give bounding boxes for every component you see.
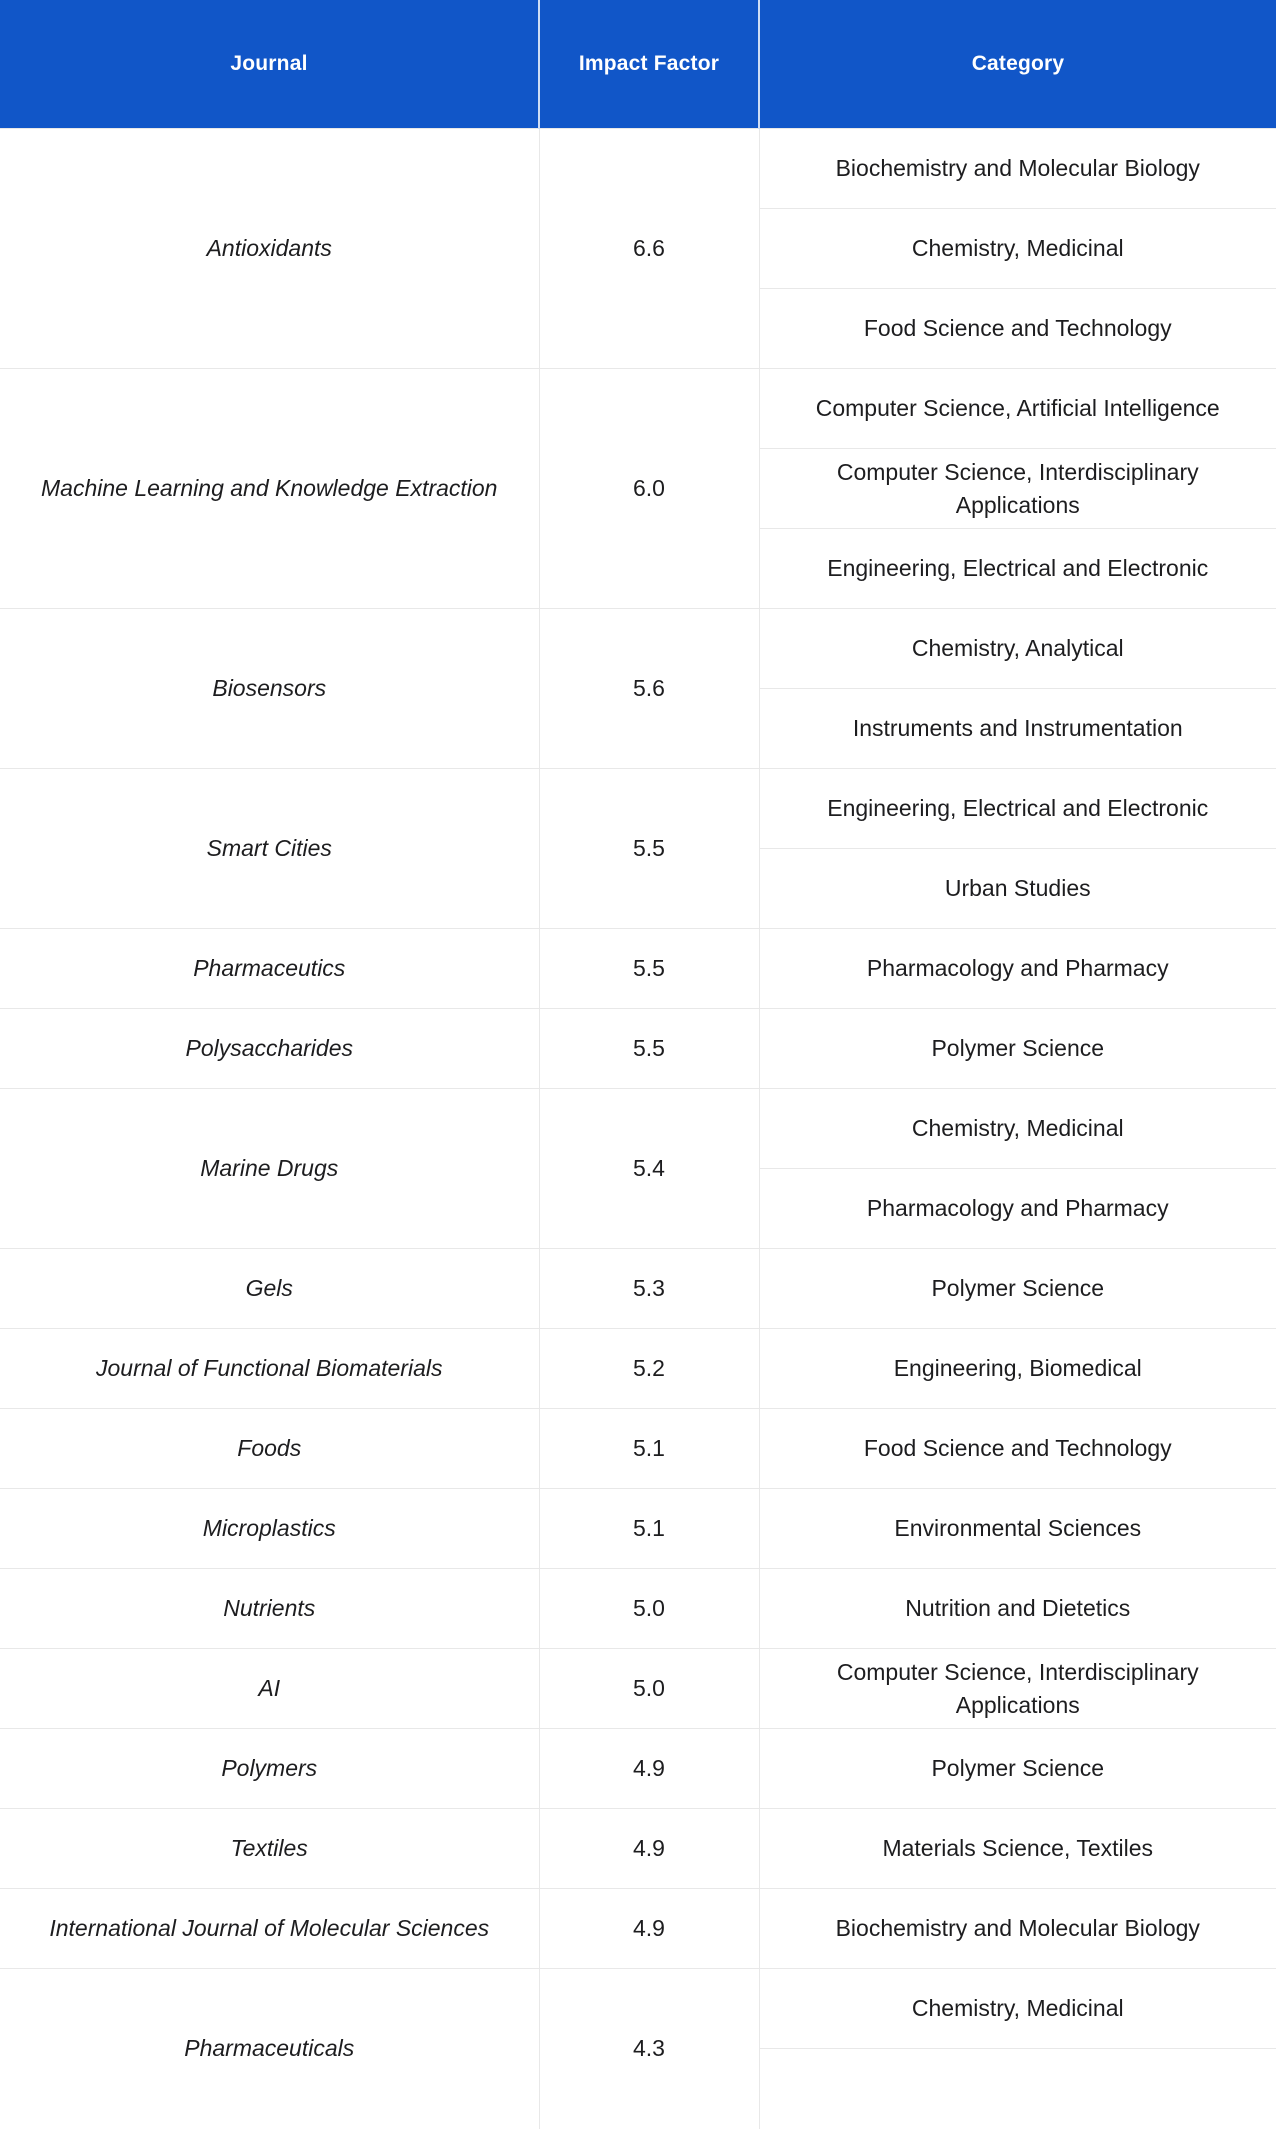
table-row xyxy=(0,1809,1276,1889)
journal-cell: Antioxidants xyxy=(0,129,539,369)
col-header-category: Category xyxy=(759,0,1276,129)
impact-factor-cell: 5.0 xyxy=(539,1649,759,1729)
table-row xyxy=(0,1729,1276,1809)
journal-cell: AI xyxy=(0,1649,539,1729)
impact-factor-cell: 5.5 xyxy=(539,1009,759,1089)
impact-factor-cell: 5.3 xyxy=(539,1249,759,1329)
journal-cell: Nutrients xyxy=(0,1569,539,1649)
table-row xyxy=(0,769,1276,849)
impact-factor-cell: 5.1 xyxy=(539,1409,759,1489)
category-cell: Food Science and Technology xyxy=(759,1409,1276,1489)
category-cell: Chemistry, Analytical xyxy=(759,609,1276,689)
impact-factor-cell: 4.9 xyxy=(539,1809,759,1889)
table-row xyxy=(0,1489,1276,1569)
impact-factor-cell: 5.4 xyxy=(539,1089,759,1249)
category-cell: Chemistry, Medicinal xyxy=(759,209,1276,289)
category-cell: Urban Studies xyxy=(759,849,1276,929)
impact-factor-cell: 4.9 xyxy=(539,1889,759,1969)
table-row xyxy=(0,1889,1276,1969)
journal-cell: International Journal of Molecular Sciences xyxy=(0,1889,539,1969)
table-row xyxy=(0,1649,1276,1729)
impact-factor-cell: 6.0 xyxy=(539,369,759,609)
category-cell: Food Science and Technology xyxy=(759,289,1276,369)
table-row xyxy=(0,1409,1276,1489)
journal-cell: Foods xyxy=(0,1409,539,1489)
journal-cell: Biosensors xyxy=(0,609,539,769)
table-row xyxy=(0,609,1276,689)
category-cell: Biochemistry and Molecular Biology xyxy=(759,1889,1276,1969)
impact-factor-cell: 4.9 xyxy=(539,1729,759,1809)
impact-factor-cell: 5.2 xyxy=(539,1329,759,1409)
table-row xyxy=(0,929,1276,1009)
journal-cell: Machine Learning and Knowledge Extraction xyxy=(0,369,539,609)
journal-cell: Pharmaceuticals xyxy=(0,1969,539,2129)
table-row xyxy=(0,1329,1276,1409)
category-cell xyxy=(759,2049,1276,2129)
category-cell: Environmental Sciences xyxy=(759,1489,1276,1569)
impact-factor-cell: 5.6 xyxy=(539,609,759,769)
table-row xyxy=(0,1009,1276,1089)
journal-cell: Smart Cities xyxy=(0,769,539,929)
journal-cell: Gels xyxy=(0,1249,539,1329)
header-row xyxy=(0,0,1276,129)
impact-factor-cell: 5.0 xyxy=(539,1569,759,1649)
category-cell: Polymer Science xyxy=(759,1729,1276,1809)
impact-factor-cell: 5.1 xyxy=(539,1489,759,1569)
category-cell: Pharmacology and Pharmacy xyxy=(759,929,1276,1009)
table-body xyxy=(0,129,1276,2129)
impact-factor-cell: 5.5 xyxy=(539,769,759,929)
impact-factor-cell: 4.3 xyxy=(539,1969,759,2129)
journal-cell: Polymers xyxy=(0,1729,539,1809)
table-row xyxy=(0,1089,1276,1169)
category-cell: Computer Science, Interdisciplinary Applications xyxy=(759,1649,1276,1729)
journal-cell: Marine Drugs xyxy=(0,1089,539,1249)
category-cell: Engineering, Electrical and Electronic xyxy=(759,769,1276,849)
table-header xyxy=(0,0,1276,129)
journal-cell: Pharmaceutics xyxy=(0,929,539,1009)
table-row xyxy=(0,369,1276,449)
category-cell: Chemistry, Medicinal xyxy=(759,1969,1276,2049)
table-row xyxy=(0,1249,1276,1329)
journal-cell: Journal of Functional Biomaterials xyxy=(0,1329,539,1409)
category-cell: Chemistry, Medicinal xyxy=(759,1089,1276,1169)
category-cell: Computer Science, Interdisciplinary Applications xyxy=(759,449,1276,529)
table-row xyxy=(0,129,1276,209)
journal-cell: Textiles xyxy=(0,1809,539,1889)
table-row xyxy=(0,1569,1276,1649)
category-cell: Engineering, Electrical and Electronic xyxy=(759,529,1276,609)
category-cell: Engineering, Biomedical xyxy=(759,1329,1276,1409)
category-cell: Polymer Science xyxy=(759,1249,1276,1329)
category-cell: Nutrition and Dietetics xyxy=(759,1569,1276,1649)
category-cell: Materials Science, Textiles xyxy=(759,1809,1276,1889)
journal-cell: Microplastics xyxy=(0,1489,539,1569)
journal-cell: Polysaccharides xyxy=(0,1009,539,1089)
category-cell: Pharmacology and Pharmacy xyxy=(759,1169,1276,1249)
col-header-impact-factor: Impact Factor xyxy=(539,0,759,129)
impact-factor-cell: 6.6 xyxy=(539,129,759,369)
category-cell: Instruments and Instrumentation xyxy=(759,689,1276,769)
category-cell: Biochemistry and Molecular Biology xyxy=(759,129,1276,209)
col-header-journal: Journal xyxy=(0,0,539,129)
category-cell: Polymer Science xyxy=(759,1009,1276,1089)
table-row xyxy=(0,1969,1276,2049)
impact-factor-cell: 5.5 xyxy=(539,929,759,1009)
category-cell: Computer Science, Artificial Intelligence xyxy=(759,369,1276,449)
